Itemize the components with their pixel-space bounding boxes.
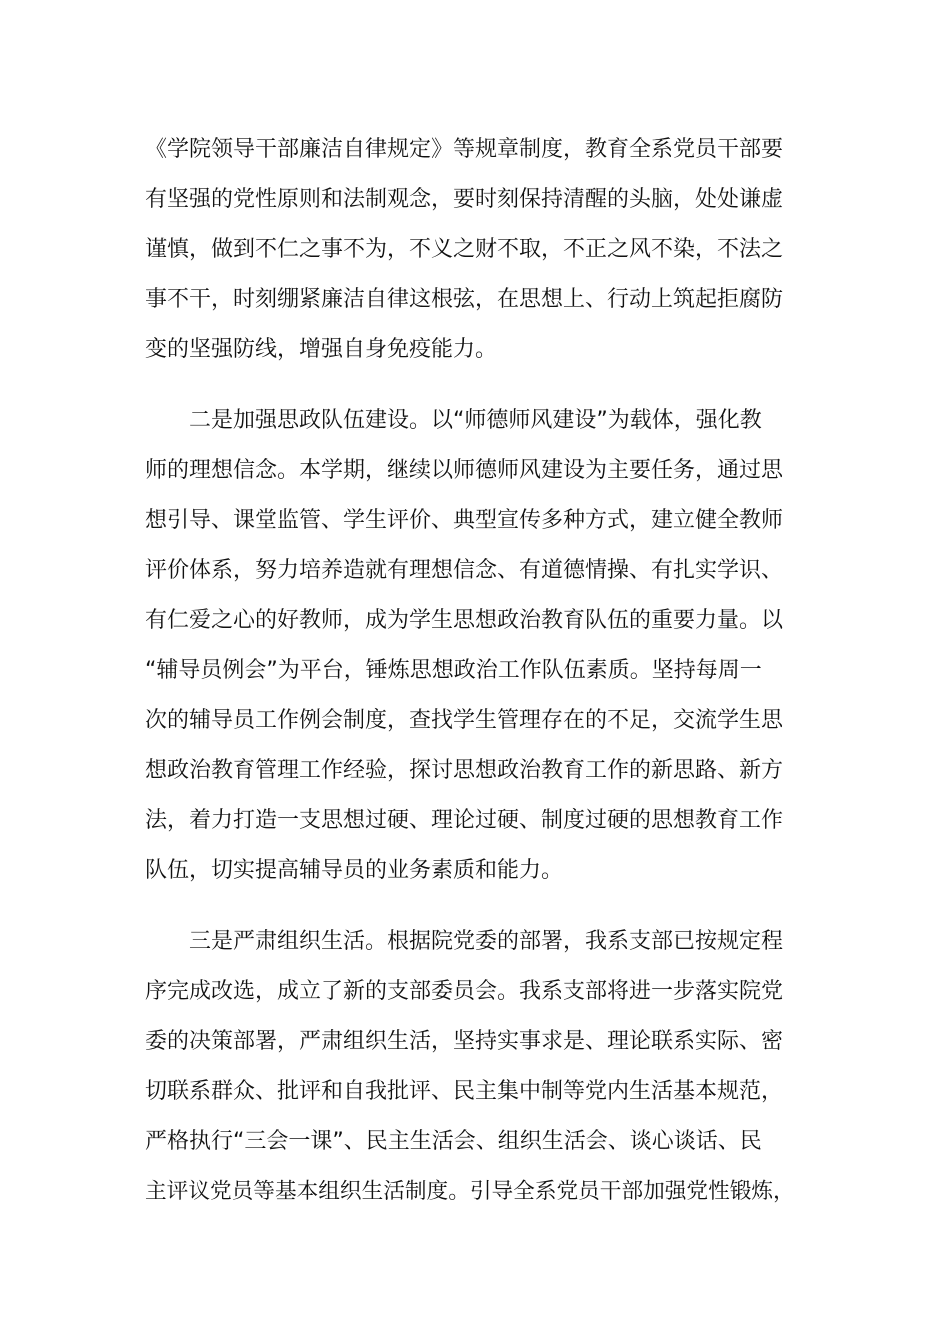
text-line: 切联系群众、批评和自我批评、民主集中制等党内生活基本规范，: [145, 1079, 784, 1104]
text-line: 有仁爱之心的好教师，成为学生思想政治教育队伍的重要力量。以: [145, 608, 784, 633]
text-line: 序完成改选，成立了新的支部委员会。我系支部将进一步落实院党: [145, 979, 784, 1004]
text-line: 法，着力打造一支思想过硬、理论过硬、制度过硬的思想教育工作: [145, 808, 784, 833]
text-line: 三是严肃组织生活。根据院党委的部署，我系支部已按规定程: [189, 929, 784, 954]
text-line: 评价体系，努力培养造就有理想信念、有道德情操、有扎实学识、: [145, 558, 784, 583]
text-line: 变的坚强防线，增强自身免疫能力。: [145, 337, 498, 362]
text-line: 严格执行“三会一课”、民主生活会、组织生活会、谈心谈话、民: [145, 1129, 762, 1154]
text-line: 事不干，时刻绷紧廉洁自律这根弦，在思想上、行动上筑起拒腐防: [145, 287, 784, 312]
text-line: 想政治教育管理工作经验，探讨思想政治教育工作的新思路、新方: [145, 758, 784, 783]
text-line: 主评议党员等基本组织生活制度。引导全系党员干部加强党性锻炼，: [145, 1179, 795, 1204]
text-line: 想引导、课堂监管、学生评价、典型宣传多种方式，建立健全教师: [145, 508, 784, 533]
text-line: 有坚强的党性原则和法制观念，要时刻保持清醒的头脑，处处谦虚: [145, 187, 784, 212]
text-line: 委的决策部署，严肃组织生活，坚持实事求是、理论联系实际、密: [145, 1029, 784, 1054]
text-line: 师的理想信念。本学期，继续以师德师风建设为主要任务，通过思: [145, 458, 784, 483]
text-line: 队伍，切实提高辅导员的业务素质和能力。: [145, 858, 564, 883]
text-line: 《学院领导干部廉洁自律规定》等规章制度，教育全系党员干部要: [145, 137, 784, 162]
text-line: 次的辅导员工作例会制度，查找学生管理存在的不足，交流学生思: [145, 708, 784, 733]
text-line: 二是加强思政队伍建设。以“师德师风建设”为载体，强化教: [189, 408, 762, 433]
text-line: “辅导员例会”为平台，锤炼思想政治工作队伍素质。坚持每周一: [145, 658, 762, 683]
text-line: 谨慎，做到不仁之事不为，不义之财不取，不正之风不染，不法之: [145, 237, 784, 262]
